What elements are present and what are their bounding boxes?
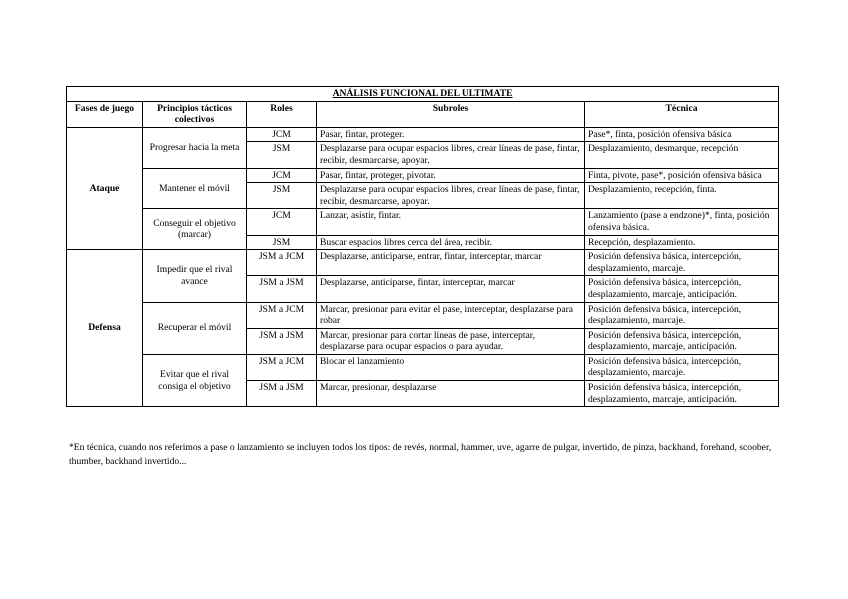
tecnica-cell: Desplazamiento, recepción, finta.: [585, 183, 779, 209]
role-cell: JSM a JCM: [247, 250, 317, 276]
role-cell: JCM: [247, 209, 317, 235]
role-cell: JSM a JCM: [247, 354, 317, 380]
footnote: *En técnica, cuando nos referimos a pase o lanzamiento se incluyen todos los tipos: de revés, normal, hammer, uve, agarre de pulgar, invertido, de pinza, backhand, forehand, scoober, thumber, backhand invertido...: [69, 442, 772, 467]
principle-impedir: Impedir que el rival avance: [143, 250, 247, 302]
subrole-cell: Marcar, presionar para cortar líneas de pase, interceptar, desplazarse para ocupar espacios o para ayudar.: [317, 328, 585, 354]
tecnica-cell: Finta, pivote, pase*, posición ofensiva básica: [585, 168, 779, 183]
subrole-cell: Desplazarse, anticiparse, fintar, interceptar, marcar: [317, 276, 585, 302]
subrole-cell: Desplazarse para ocupar espacios libres, crear líneas de pase, fintar, recibir, desmarcarse, apoyar.: [317, 142, 585, 168]
table-row: [67, 354, 779, 380]
role-cell: JSM a JSM: [247, 328, 317, 354]
tecnica-cell: Posición defensiva básica, intercepción, desplazamiento, marcaje.: [585, 354, 779, 380]
principle-recuperar: Recuperar el móvil: [143, 302, 247, 354]
role-cell: JSM: [247, 142, 317, 168]
principle-progresar: Progresar hacia la meta: [143, 127, 247, 168]
tecnica-cell: Posición defensiva básica, intercepción, desplazamiento, marcaje, anticipación.: [585, 276, 779, 302]
subrole-cell: Pasar, fintar, proteger, pivotar.: [317, 168, 585, 183]
principle-evitar: Evitar que el rival consiga el objetivo: [143, 354, 247, 406]
tecnica-cell: Posición defensiva básica, intercepción, desplazamiento, marcaje, anticipación.: [585, 328, 779, 354]
table-row: [67, 302, 779, 328]
ultimate-analysis-table: [66, 86, 779, 407]
role-cell: JSM a JSM: [247, 276, 317, 302]
tecnica-cell: Recepción, desplazamiento.: [585, 235, 779, 250]
subrole-cell: Marcar, presionar para evitar el pase, interceptar, desplazarse para robar: [317, 302, 585, 328]
phase-ataque: Ataque: [67, 127, 143, 249]
role-cell: JCM: [247, 168, 317, 183]
role-cell: JSM: [247, 235, 317, 250]
header-principios: Principios tácticos colectivos: [143, 101, 247, 127]
table-row: [67, 250, 779, 276]
subrole-cell: Lanzar, asistir, fintar.: [317, 209, 585, 235]
table-row: [67, 168, 779, 183]
subrole-cell: Buscar espacios libres cerca del área, recibir.: [317, 235, 585, 250]
tecnica-cell: Posición defensiva básica, intercepción, desplazamiento, marcaje, anticipación.: [585, 381, 779, 407]
principle-mantener: Mantener el móvil: [143, 168, 247, 209]
role-cell: JSM a JSM: [247, 381, 317, 407]
tecnica-cell: Pase*, finta, posición ofensiva básica: [585, 127, 779, 142]
role-cell: JSM a JCM: [247, 302, 317, 328]
tecnica-cell: Posición defensiva básica, intercepción, desplazamiento, marcaje.: [585, 302, 779, 328]
role-cell: JCM: [247, 127, 317, 142]
principle-conseguir: Conseguir el objetivo (marcar): [143, 209, 247, 250]
tecnica-cell: Posición defensiva básica, intercepción, desplazamiento, marcaje.: [585, 250, 779, 276]
header-fases: Fases de juego: [67, 101, 143, 127]
phase-defensa: Defensa: [67, 250, 143, 407]
subrole-cell: Desplazarse para ocupar espacios libres, crear líneas de pase, fintar, recibir, desmarcarse, apoyar.: [317, 183, 585, 209]
table-row: [67, 127, 779, 142]
subrole-cell: Blocar el lanzamiento: [317, 354, 585, 380]
tecnica-cell: Desplazamiento, desmarque, recepción: [585, 142, 779, 168]
role-cell: JSM: [247, 183, 317, 209]
header-roles: Roles: [247, 101, 317, 127]
subrole-cell: Pasar, fintar, proteger.: [317, 127, 585, 142]
tecnica-cell: Lanzamiento (pase a endzone)*, finta, posición ofensiva básica.: [585, 209, 779, 235]
table-title: ANÁLISIS FUNCIONAL DEL ULTIMATE: [67, 87, 779, 102]
header-tecnica: Técnica: [585, 101, 779, 127]
subrole-cell: Desplazarse, anticiparse, entrar, fintar, interceptar, marcar: [317, 250, 585, 276]
header-subroles: Subroles: [317, 101, 585, 127]
table-row: [67, 209, 779, 235]
subrole-cell: Marcar, presionar, desplazarse: [317, 381, 585, 407]
